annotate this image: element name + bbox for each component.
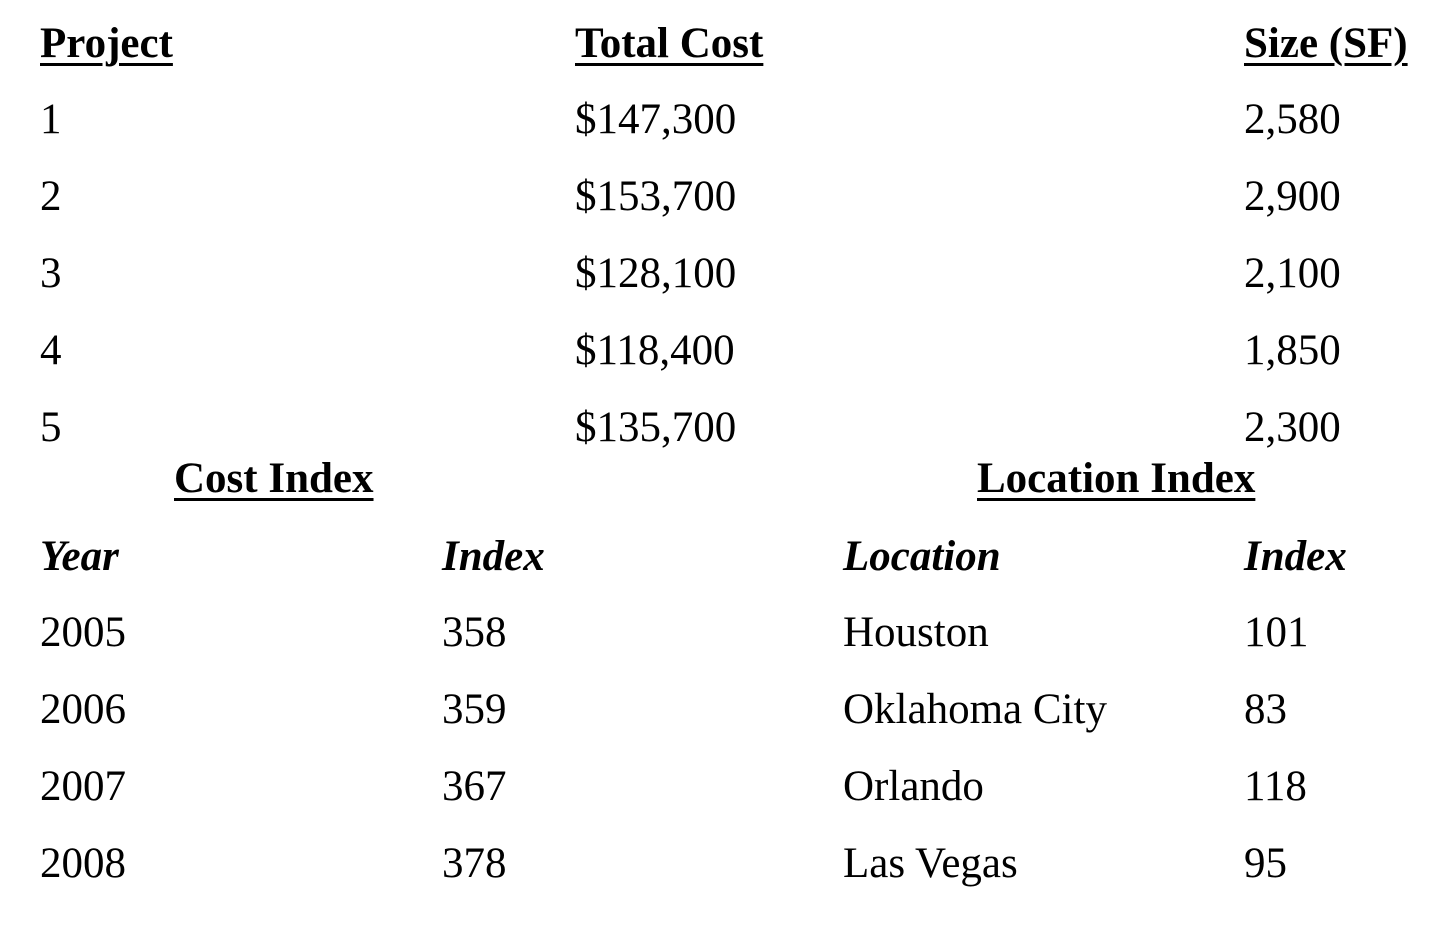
size-column-header: Size (SF) [1244,20,1408,67]
cost-index-value: 358 [442,609,507,656]
cost-index-value: 378 [442,840,507,887]
location-index-value: 95 [1244,840,1287,887]
project-total-cost: $128,100 [575,250,737,297]
project-column-header: Project [40,20,173,67]
cost-index-year: 2005 [40,609,126,656]
project-size: 2,100 [1244,250,1341,297]
project-total-cost: $118,400 [575,327,735,374]
location-name: Las Vegas [843,840,1018,887]
cost-index-column-header: Index [442,533,545,580]
project-total-cost: $147,300 [575,96,737,143]
cost-index-year: 2007 [40,763,126,810]
project-total-cost: $135,700 [575,404,737,451]
project-number: 2 [40,173,62,220]
cost-index-year: 2008 [40,840,126,887]
cost-index-title: Cost Index [174,455,374,502]
cost-index-year: 2006 [40,686,126,733]
cost-index-value: 367 [442,763,507,810]
location-name: Orlando [843,763,984,810]
location-index-value: 83 [1244,686,1287,733]
project-total-cost: $153,700 [575,173,737,220]
project-size: 1,850 [1244,327,1341,374]
location-name: Oklahoma City [843,686,1107,733]
total-cost-column-header: Total Cost [575,20,764,67]
project-size: 2,580 [1244,96,1341,143]
project-number: 3 [40,250,62,297]
location-column-header: Location [843,533,1001,580]
location-index-value: 118 [1244,763,1307,810]
location-name: Houston [843,609,989,656]
project-number: 5 [40,404,62,451]
year-column-header: Year [40,533,119,580]
project-number: 4 [40,327,62,374]
location-index-value: 101 [1244,609,1309,656]
project-size: 2,900 [1244,173,1341,220]
project-number: 1 [40,96,62,143]
location-index-column-header: Index [1244,533,1347,580]
cost-index-value: 359 [442,686,507,733]
location-index-title: Location Index [977,455,1256,502]
project-size: 2,300 [1244,404,1341,451]
